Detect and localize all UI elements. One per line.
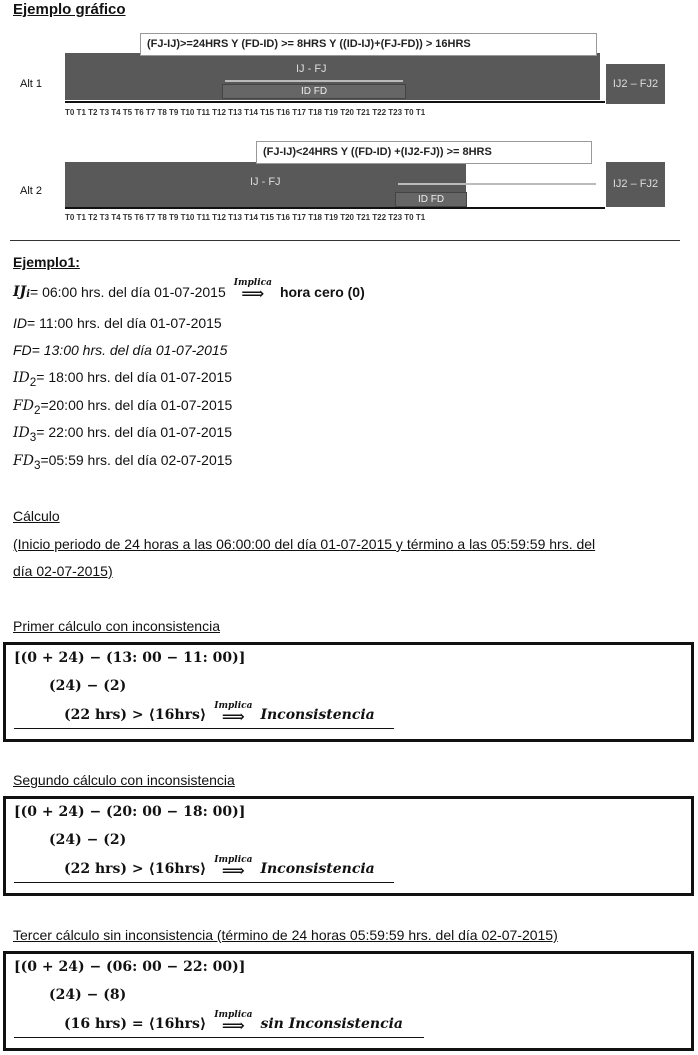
calc3-box [3, 951, 694, 1051]
var-value: = 22:00 hrs. del día 01-07-2015 [36, 424, 233, 440]
implies-label: Implica [214, 1010, 253, 1020]
calc1-underline [14, 728, 394, 729]
alt1-tick-labels: T0 T1 T2 T3 T4 T5 T6 T7 T8 T9 T10 T11 T12 T13 T14 T15 T16 T17 T18 T19 T20 T21 T22 T23 T0 T1 [65, 108, 426, 117]
var: ID [13, 315, 27, 331]
implies-arrow: Implica ⟹ [214, 855, 253, 880]
var: ID [13, 370, 30, 386]
var-sub: 2 [29, 375, 37, 389]
divider [10, 240, 680, 241]
calc-note-line2: día 02-07-2015) [13, 563, 113, 579]
calc-title: Cálculo [13, 508, 60, 524]
calc1-result: Inconsistencia [260, 707, 375, 723]
section-heading: Ejemplo gráfico [13, 1, 126, 18]
calc1-line2: (24) − (2) [49, 678, 127, 694]
alt2-time-axis [65, 207, 605, 209]
implies-arrow: Implica ⟹ [214, 701, 253, 726]
var: ID [13, 425, 30, 441]
alt1-label: Alt 1 [20, 78, 43, 90]
result: hora cero (0) [279, 284, 365, 300]
alt2-condition: (FJ-IJ)<24HRS Y ((FD-ID) +(IJ2-FJ)) >= 8HRS [256, 141, 592, 164]
var-value: = 11:00 hrs. del día 01-07-2015 [27, 315, 222, 331]
alt1-ij2-fj2-box: IJ2 – FJ2 [606, 64, 665, 104]
alt2-tick-labels: T0 T1 T2 T3 T4 T5 T6 T7 T8 T9 T10 T11 T12 T13 T14 T15 T16 T17 T18 T19 T20 T21 T22 T23 T0 T1 [65, 213, 426, 222]
calc3-line3: (16 hrs) = ⟨16hrs⟩ [64, 1016, 207, 1032]
alt1-time-axis [65, 101, 605, 103]
calc3-title: Tercer cálculo sin inconsistencia (término de 24 horas 05:59:59 hrs. del día 02-07-2015) [13, 927, 558, 943]
calc3-line1: [(0 + 24) − (06: 00 − 22: 00)] [14, 959, 246, 975]
calc3-underline [14, 1037, 424, 1038]
alt1-condition: (FJ-IJ)>=24HRS Y (FD-ID) >= 8HRS Y ((ID-IJ)+(FJ-FD)) > 16HRS [140, 33, 597, 56]
calc1-box [3, 642, 694, 742]
calc1-title: Primer cálculo con inconsistencia [13, 618, 220, 634]
var-sub: 2 [33, 403, 41, 417]
alt2-arrow [398, 183, 596, 185]
var: FD [13, 398, 34, 414]
var-value: = 06:00 hrs. del día 01-07-2015 [30, 284, 226, 300]
alt2-id-fd-bar: ID FD [395, 192, 467, 207]
calc1-line1: [(0 + 24) − (13: 00 − 11: 00)] [14, 650, 246, 666]
var-value: =20:00 hrs. del día 01-07-2015 [40, 397, 233, 413]
implies-label: Implica [233, 278, 272, 288]
alt2-ij2-fj2-box: IJ2 – FJ2 [606, 162, 665, 207]
alt2-ij-fj-label: IJ - FJ [250, 176, 281, 188]
calc2-underline [14, 882, 394, 883]
var: FD [13, 453, 34, 469]
implies-arrow: Implica ⟹ [233, 278, 272, 303]
alt1-ij-fj-arrow [225, 80, 403, 82]
calc2-line2: (24) − (2) [49, 832, 127, 848]
var-value: = 18:00 hrs. del día 01-07-2015 [36, 369, 233, 385]
example-title: Ejemplo1: [13, 254, 80, 270]
calc2-result: Inconsistencia [260, 861, 375, 877]
alt2-label: Alt 2 [20, 185, 43, 197]
var-sub: 3 [29, 430, 37, 444]
implies-label: Implica [214, 855, 253, 865]
var-sub: i [26, 289, 30, 300]
calc2-box [3, 796, 694, 896]
var: FD [13, 342, 32, 358]
implies-arrow: Implica ⟹ [214, 1010, 253, 1035]
var: IJ [13, 284, 27, 300]
implies-label: Implica [214, 701, 253, 711]
calc3-result: sin Inconsistencia [260, 1016, 404, 1032]
calc-note-line1: (Inicio periodo de 24 horas a las 06:00:00 del día 01-07-2015 y término a las 05:59:59 hrs. del [13, 536, 596, 552]
calc2-line1: [(0 + 24) − (20: 00 − 18: 00)] [14, 804, 246, 820]
var-value: =05:59 hrs. del día 02-07-2015 [40, 452, 233, 468]
var-sub: 3 [33, 458, 41, 472]
var-value: = 13:00 hrs. del día 01-07-2015 [31, 342, 228, 358]
alt1-ij-fj-label: IJ - FJ [296, 63, 327, 75]
calc3-line2: (24) − (8) [49, 987, 127, 1003]
calc2-title: Segundo cálculo con inconsistencia [13, 772, 235, 788]
calc2-line3: (22 hrs) > ⟨16hrs⟩ [64, 861, 207, 877]
calc1-line3: (22 hrs) > ⟨16hrs⟩ [64, 707, 207, 723]
alt1-id-fd-bar: ID FD [222, 84, 406, 99]
